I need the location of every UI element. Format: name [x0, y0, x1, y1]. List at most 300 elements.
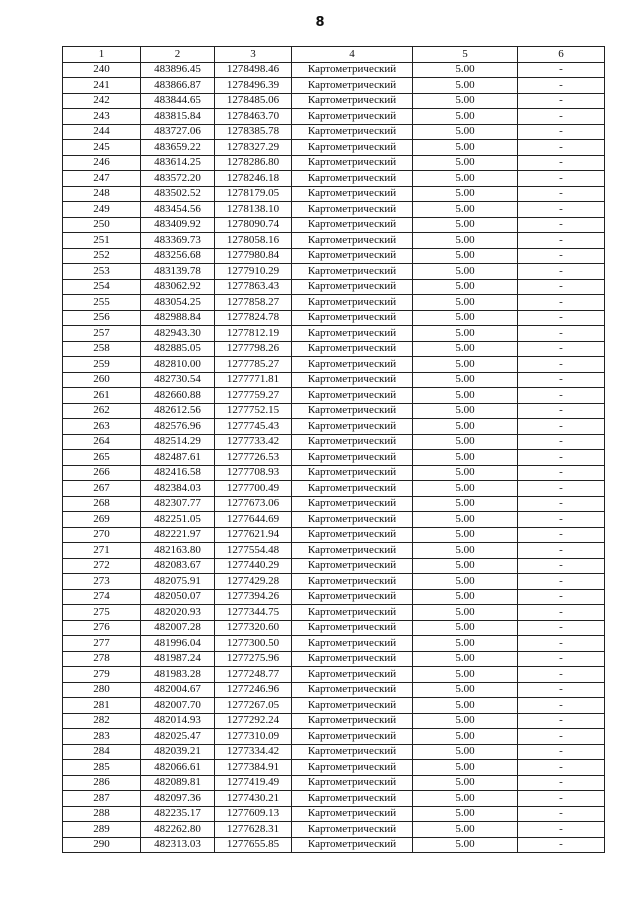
- method-cell: Картометрический: [292, 78, 413, 94]
- method-cell: Картометрический: [292, 589, 413, 605]
- y-coordinate-cell: 1277726.53: [215, 450, 292, 466]
- point-number-cell: 266: [63, 465, 141, 481]
- accuracy-cell: 5.00: [413, 372, 518, 388]
- x-coordinate-cell: 482514.29: [141, 434, 215, 450]
- x-coordinate-cell: 481987.24: [141, 651, 215, 667]
- table-row: [63, 543, 605, 559]
- table-row: [63, 434, 605, 450]
- page-number: 8: [315, 15, 325, 30]
- method-cell: Картометрический: [292, 140, 413, 156]
- method-cell: Картометрический: [292, 310, 413, 326]
- table-row: [63, 109, 605, 125]
- note-cell: -: [518, 636, 605, 652]
- method-cell: Картометрический: [292, 543, 413, 559]
- y-coordinate-cell: 1277246.96: [215, 682, 292, 698]
- table-row: [63, 341, 605, 357]
- table-row: [63, 233, 605, 249]
- x-coordinate-cell: 482014.93: [141, 713, 215, 729]
- point-number-cell: 279: [63, 667, 141, 683]
- table-row: [63, 264, 605, 280]
- x-coordinate-cell: 482576.96: [141, 419, 215, 435]
- method-cell: Картометрический: [292, 791, 413, 807]
- method-cell: Картометрический: [292, 574, 413, 590]
- y-coordinate-cell: 1277429.28: [215, 574, 292, 590]
- accuracy-cell: 5.00: [413, 295, 518, 311]
- table-row: [63, 837, 605, 853]
- x-coordinate-cell: 482007.70: [141, 698, 215, 714]
- accuracy-cell: 5.00: [413, 109, 518, 125]
- table-row: [63, 93, 605, 109]
- note-cell: -: [518, 651, 605, 667]
- point-number-cell: 262: [63, 403, 141, 419]
- x-coordinate-cell: 482025.47: [141, 729, 215, 745]
- x-coordinate-cell: 482163.80: [141, 543, 215, 559]
- y-coordinate-cell: 1278463.70: [215, 109, 292, 125]
- column-header-3: 3: [215, 47, 292, 63]
- point-number-cell: 267: [63, 481, 141, 497]
- table-row: [63, 760, 605, 776]
- point-number-cell: 256: [63, 310, 141, 326]
- y-coordinate-cell: 1277310.09: [215, 729, 292, 745]
- y-coordinate-cell: 1277910.29: [215, 264, 292, 280]
- table-row: [63, 450, 605, 466]
- x-coordinate-cell: 483572.20: [141, 171, 215, 187]
- method-cell: Картометрический: [292, 93, 413, 109]
- table-row: [63, 496, 605, 512]
- method-cell: Картометрический: [292, 434, 413, 450]
- note-cell: -: [518, 527, 605, 543]
- point-number-cell: 250: [63, 217, 141, 233]
- note-cell: -: [518, 589, 605, 605]
- note-cell: -: [518, 341, 605, 357]
- method-cell: Картометрический: [292, 682, 413, 698]
- column-header-6: 6: [518, 47, 605, 63]
- note-cell: -: [518, 279, 605, 295]
- method-cell: Картометрический: [292, 419, 413, 435]
- point-number-cell: 283: [63, 729, 141, 745]
- x-coordinate-cell: 482251.05: [141, 512, 215, 528]
- point-number-cell: 280: [63, 682, 141, 698]
- y-coordinate-cell: 1278138.10: [215, 202, 292, 218]
- table-row: [63, 713, 605, 729]
- x-coordinate-cell: 482075.91: [141, 574, 215, 590]
- x-coordinate-cell: 483369.73: [141, 233, 215, 249]
- x-coordinate-cell: 482307.77: [141, 496, 215, 512]
- y-coordinate-cell: 1277759.27: [215, 388, 292, 404]
- note-cell: -: [518, 558, 605, 574]
- table-row: [63, 171, 605, 187]
- method-cell: Картометрический: [292, 512, 413, 528]
- x-coordinate-cell: 482007.28: [141, 620, 215, 636]
- method-cell: Картометрический: [292, 465, 413, 481]
- point-number-cell: 242: [63, 93, 141, 109]
- note-cell: -: [518, 837, 605, 853]
- method-cell: Картометрический: [292, 341, 413, 357]
- point-number-cell: 261: [63, 388, 141, 404]
- accuracy-cell: 5.00: [413, 93, 518, 109]
- point-number-cell: 254: [63, 279, 141, 295]
- point-number-cell: 272: [63, 558, 141, 574]
- x-coordinate-cell: 483614.25: [141, 155, 215, 171]
- point-number-cell: 281: [63, 698, 141, 714]
- y-coordinate-cell: 1277771.81: [215, 372, 292, 388]
- accuracy-cell: 5.00: [413, 217, 518, 233]
- note-cell: -: [518, 326, 605, 342]
- note-cell: -: [518, 202, 605, 218]
- method-cell: Картометрический: [292, 450, 413, 466]
- method-cell: Картометрический: [292, 698, 413, 714]
- table-row: [63, 605, 605, 621]
- table-row: [63, 403, 605, 419]
- point-number-cell: 265: [63, 450, 141, 466]
- note-cell: -: [518, 775, 605, 791]
- note-cell: -: [518, 155, 605, 171]
- table-row: [63, 326, 605, 342]
- accuracy-cell: 5.00: [413, 558, 518, 574]
- y-coordinate-cell: 1277644.69: [215, 512, 292, 528]
- method-cell: Картометрический: [292, 295, 413, 311]
- table-row: [63, 248, 605, 264]
- method-cell: Картометрический: [292, 279, 413, 295]
- y-coordinate-cell: 1277812.19: [215, 326, 292, 342]
- point-number-cell: 240: [63, 62, 141, 78]
- y-coordinate-cell: 1278496.39: [215, 78, 292, 94]
- x-coordinate-cell: 482612.56: [141, 403, 215, 419]
- method-cell: Картометрический: [292, 372, 413, 388]
- table-row: [63, 651, 605, 667]
- y-coordinate-cell: 1277708.93: [215, 465, 292, 481]
- note-cell: -: [518, 760, 605, 776]
- method-cell: Картометрический: [292, 388, 413, 404]
- note-cell: -: [518, 620, 605, 636]
- point-number-cell: 253: [63, 264, 141, 280]
- y-coordinate-cell: 1277863.43: [215, 279, 292, 295]
- x-coordinate-cell: 483054.25: [141, 295, 215, 311]
- method-cell: Картометрический: [292, 171, 413, 187]
- x-coordinate-cell: 482083.67: [141, 558, 215, 574]
- table-row: [63, 729, 605, 745]
- point-number-cell: 271: [63, 543, 141, 559]
- method-cell: Картометрический: [292, 729, 413, 745]
- note-cell: -: [518, 140, 605, 156]
- x-coordinate-cell: 482384.03: [141, 481, 215, 497]
- accuracy-cell: 5.00: [413, 140, 518, 156]
- note-cell: -: [518, 791, 605, 807]
- note-cell: -: [518, 543, 605, 559]
- point-number-cell: 277: [63, 636, 141, 652]
- x-coordinate-cell: 483139.78: [141, 264, 215, 280]
- accuracy-cell: 5.00: [413, 171, 518, 187]
- x-coordinate-cell: 482885.05: [141, 341, 215, 357]
- accuracy-cell: 5.00: [413, 744, 518, 760]
- method-cell: Картометрический: [292, 806, 413, 822]
- table-row: [63, 512, 605, 528]
- y-coordinate-cell: 1278058.16: [215, 233, 292, 249]
- y-coordinate-cell: 1278498.46: [215, 62, 292, 78]
- table-row: [63, 124, 605, 140]
- y-coordinate-cell: 1277554.48: [215, 543, 292, 559]
- x-coordinate-cell: 482039.21: [141, 744, 215, 760]
- y-coordinate-cell: 1278179.05: [215, 186, 292, 202]
- y-coordinate-cell: 1277798.26: [215, 341, 292, 357]
- table-row: [63, 682, 605, 698]
- note-cell: -: [518, 248, 605, 264]
- table-row: [63, 202, 605, 218]
- x-coordinate-cell: 482089.81: [141, 775, 215, 791]
- accuracy-cell: 5.00: [413, 496, 518, 512]
- point-number-cell: 255: [63, 295, 141, 311]
- x-coordinate-cell: 482730.54: [141, 372, 215, 388]
- method-cell: Картометрический: [292, 109, 413, 125]
- note-cell: -: [518, 822, 605, 838]
- method-cell: Картометрический: [292, 481, 413, 497]
- y-coordinate-cell: 1277858.27: [215, 295, 292, 311]
- header-row: [63, 47, 605, 63]
- table-row: [63, 310, 605, 326]
- point-number-cell: 275: [63, 605, 141, 621]
- point-number-cell: 289: [63, 822, 141, 838]
- y-coordinate-cell: 1277320.60: [215, 620, 292, 636]
- accuracy-cell: 5.00: [413, 512, 518, 528]
- column-header-2: 2: [141, 47, 215, 63]
- note-cell: -: [518, 419, 605, 435]
- accuracy-cell: 5.00: [413, 543, 518, 559]
- point-number-cell: 251: [63, 233, 141, 249]
- y-coordinate-cell: 1277384.91: [215, 760, 292, 776]
- point-number-cell: 247: [63, 171, 141, 187]
- method-cell: Картометрический: [292, 667, 413, 683]
- y-coordinate-cell: 1277609.13: [215, 806, 292, 822]
- accuracy-cell: 5.00: [413, 202, 518, 218]
- x-coordinate-cell: 482050.07: [141, 589, 215, 605]
- accuracy-cell: 5.00: [413, 264, 518, 280]
- y-coordinate-cell: 1278327.29: [215, 140, 292, 156]
- y-coordinate-cell: 1277824.78: [215, 310, 292, 326]
- y-coordinate-cell: 1277292.24: [215, 713, 292, 729]
- x-coordinate-cell: 483866.87: [141, 78, 215, 94]
- note-cell: -: [518, 93, 605, 109]
- table-row: [63, 806, 605, 822]
- method-cell: Картометрический: [292, 605, 413, 621]
- y-coordinate-cell: 1277785.27: [215, 357, 292, 373]
- note-cell: -: [518, 109, 605, 125]
- y-coordinate-cell: 1277334.42: [215, 744, 292, 760]
- x-coordinate-cell: 482235.17: [141, 806, 215, 822]
- point-number-cell: 288: [63, 806, 141, 822]
- point-number-cell: 241: [63, 78, 141, 94]
- y-coordinate-cell: 1277430.21: [215, 791, 292, 807]
- accuracy-cell: 5.00: [413, 186, 518, 202]
- table-row: [63, 419, 605, 435]
- note-cell: -: [518, 465, 605, 481]
- method-cell: Картометрический: [292, 636, 413, 652]
- accuracy-cell: 5.00: [413, 760, 518, 776]
- method-cell: Картометрический: [292, 822, 413, 838]
- accuracy-cell: 5.00: [413, 248, 518, 264]
- column-header-1: 1: [63, 47, 141, 63]
- x-coordinate-cell: 481996.04: [141, 636, 215, 652]
- point-number-cell: 278: [63, 651, 141, 667]
- note-cell: -: [518, 806, 605, 822]
- x-coordinate-cell: 483844.65: [141, 93, 215, 109]
- y-coordinate-cell: 1277655.85: [215, 837, 292, 853]
- point-number-cell: 284: [63, 744, 141, 760]
- accuracy-cell: 5.00: [413, 806, 518, 822]
- y-coordinate-cell: 1277440.29: [215, 558, 292, 574]
- y-coordinate-cell: 1277700.49: [215, 481, 292, 497]
- accuracy-cell: 5.00: [413, 651, 518, 667]
- x-coordinate-cell: 482221.97: [141, 527, 215, 543]
- accuracy-cell: 5.00: [413, 589, 518, 605]
- point-number-cell: 252: [63, 248, 141, 264]
- table-row: [63, 62, 605, 78]
- method-cell: Картометрический: [292, 326, 413, 342]
- y-coordinate-cell: 1277745.43: [215, 419, 292, 435]
- accuracy-cell: 5.00: [413, 698, 518, 714]
- accuracy-cell: 5.00: [413, 450, 518, 466]
- y-coordinate-cell: 1277275.96: [215, 651, 292, 667]
- note-cell: -: [518, 403, 605, 419]
- accuracy-cell: 5.00: [413, 605, 518, 621]
- x-coordinate-cell: 483727.06: [141, 124, 215, 140]
- point-number-cell: 274: [63, 589, 141, 605]
- note-cell: -: [518, 233, 605, 249]
- note-cell: -: [518, 62, 605, 78]
- note-cell: -: [518, 357, 605, 373]
- note-cell: -: [518, 574, 605, 590]
- accuracy-cell: 5.00: [413, 775, 518, 791]
- x-coordinate-cell: 482262.80: [141, 822, 215, 838]
- x-coordinate-cell: 482097.36: [141, 791, 215, 807]
- method-cell: Картометрический: [292, 837, 413, 853]
- accuracy-cell: 5.00: [413, 434, 518, 450]
- y-coordinate-cell: 1277628.31: [215, 822, 292, 838]
- y-coordinate-cell: 1277267.05: [215, 698, 292, 714]
- y-coordinate-cell: 1277621.94: [215, 527, 292, 543]
- coordinates-table: [62, 46, 605, 853]
- point-number-cell: 290: [63, 837, 141, 853]
- method-cell: Картометрический: [292, 558, 413, 574]
- table-row: [63, 155, 605, 171]
- table-row: [63, 186, 605, 202]
- x-coordinate-cell: 482066.61: [141, 760, 215, 776]
- x-coordinate-cell: 482313.03: [141, 837, 215, 853]
- table-row: [63, 140, 605, 156]
- table-row: [63, 589, 605, 605]
- x-coordinate-cell: 481983.28: [141, 667, 215, 683]
- note-cell: -: [518, 713, 605, 729]
- table-row: [63, 698, 605, 714]
- table-row: [63, 775, 605, 791]
- note-cell: -: [518, 481, 605, 497]
- table-row: [63, 217, 605, 233]
- point-number-cell: 258: [63, 341, 141, 357]
- y-coordinate-cell: 1278485.06: [215, 93, 292, 109]
- note-cell: -: [518, 682, 605, 698]
- point-number-cell: 249: [63, 202, 141, 218]
- note-cell: -: [518, 605, 605, 621]
- x-coordinate-cell: 482988.84: [141, 310, 215, 326]
- accuracy-cell: 5.00: [413, 388, 518, 404]
- accuracy-cell: 5.00: [413, 155, 518, 171]
- method-cell: Картометрический: [292, 527, 413, 543]
- accuracy-cell: 5.00: [413, 791, 518, 807]
- table-row: [63, 667, 605, 683]
- note-cell: -: [518, 667, 605, 683]
- accuracy-cell: 5.00: [413, 403, 518, 419]
- x-coordinate-cell: 482004.67: [141, 682, 215, 698]
- x-coordinate-cell: 482943.30: [141, 326, 215, 342]
- point-number-cell: 248: [63, 186, 141, 202]
- table-row: [63, 791, 605, 807]
- point-number-cell: 246: [63, 155, 141, 171]
- note-cell: -: [518, 729, 605, 745]
- y-coordinate-cell: 1277248.77: [215, 667, 292, 683]
- table-body: [63, 62, 605, 853]
- note-cell: -: [518, 124, 605, 140]
- table-row: [63, 574, 605, 590]
- accuracy-cell: 5.00: [413, 62, 518, 78]
- accuracy-cell: 5.00: [413, 326, 518, 342]
- method-cell: Картометрический: [292, 186, 413, 202]
- x-coordinate-cell: 483454.56: [141, 202, 215, 218]
- accuracy-cell: 5.00: [413, 233, 518, 249]
- y-coordinate-cell: 1277752.15: [215, 403, 292, 419]
- x-coordinate-cell: 482416.58: [141, 465, 215, 481]
- x-coordinate-cell: 483409.92: [141, 217, 215, 233]
- point-number-cell: 286: [63, 775, 141, 791]
- table-row: [63, 620, 605, 636]
- x-coordinate-cell: 483896.45: [141, 62, 215, 78]
- y-coordinate-cell: 1277419.49: [215, 775, 292, 791]
- table-row: [63, 78, 605, 94]
- note-cell: -: [518, 450, 605, 466]
- y-coordinate-cell: 1278246.18: [215, 171, 292, 187]
- note-cell: -: [518, 310, 605, 326]
- note-cell: -: [518, 295, 605, 311]
- note-cell: -: [518, 744, 605, 760]
- point-number-cell: 268: [63, 496, 141, 512]
- method-cell: Картометрический: [292, 760, 413, 776]
- point-number-cell: 243: [63, 109, 141, 125]
- point-number-cell: 287: [63, 791, 141, 807]
- note-cell: -: [518, 698, 605, 714]
- accuracy-cell: 5.00: [413, 636, 518, 652]
- method-cell: Картометрический: [292, 217, 413, 233]
- point-number-cell: 260: [63, 372, 141, 388]
- point-number-cell: 270: [63, 527, 141, 543]
- method-cell: Картометрический: [292, 155, 413, 171]
- method-cell: Картометрический: [292, 775, 413, 791]
- method-cell: Картометрический: [292, 620, 413, 636]
- x-coordinate-cell: 482020.93: [141, 605, 215, 621]
- x-coordinate-cell: 482487.61: [141, 450, 215, 466]
- note-cell: -: [518, 217, 605, 233]
- method-cell: Картометрический: [292, 202, 413, 218]
- point-number-cell: 245: [63, 140, 141, 156]
- accuracy-cell: 5.00: [413, 620, 518, 636]
- y-coordinate-cell: 1277300.50: [215, 636, 292, 652]
- note-cell: -: [518, 372, 605, 388]
- x-coordinate-cell: 483815.84: [141, 109, 215, 125]
- method-cell: Картометрический: [292, 124, 413, 140]
- point-number-cell: 259: [63, 357, 141, 373]
- note-cell: -: [518, 496, 605, 512]
- method-cell: Картометрический: [292, 248, 413, 264]
- point-number-cell: 276: [63, 620, 141, 636]
- method-cell: Картометрический: [292, 264, 413, 280]
- table-row: [63, 357, 605, 373]
